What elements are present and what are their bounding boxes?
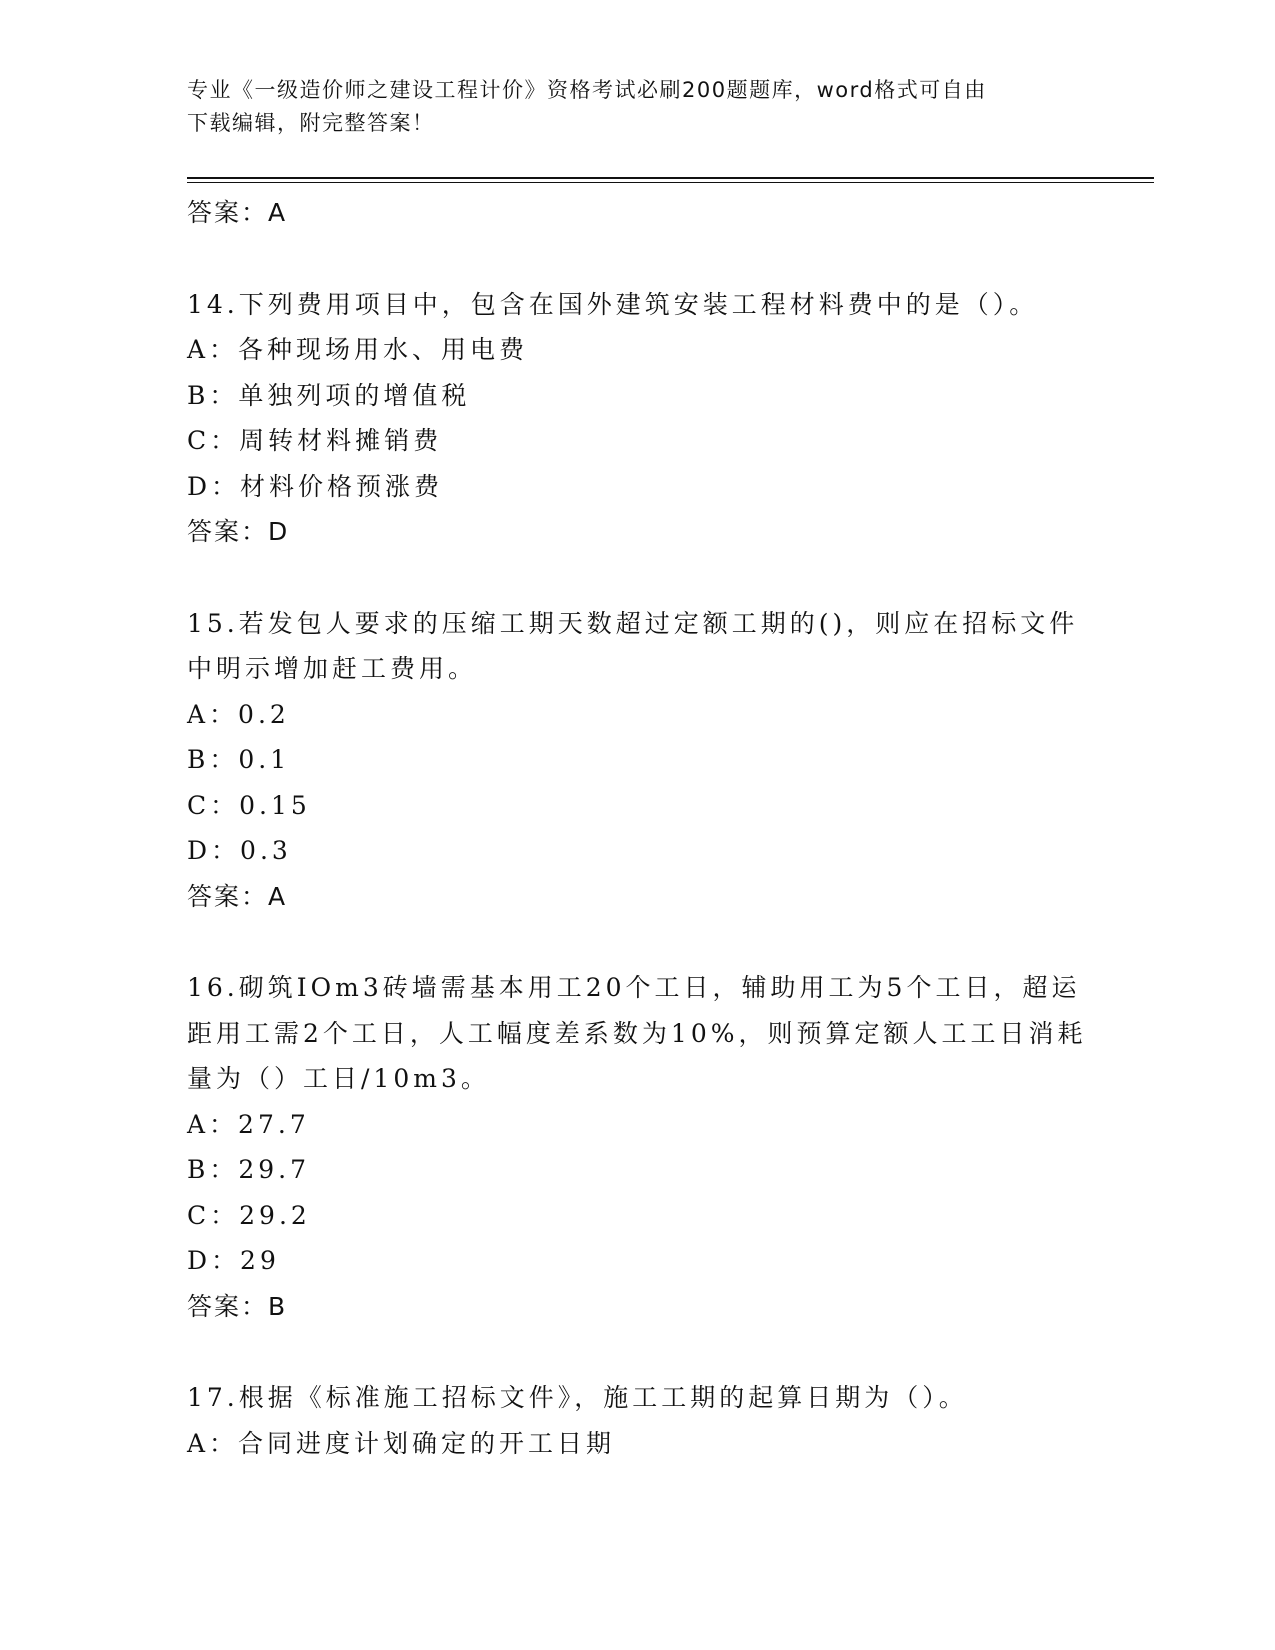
answer-line: 答案：D	[187, 517, 290, 546]
option-b: B：0.1	[187, 745, 291, 774]
option-a: A：27.7	[187, 1109, 310, 1139]
option-a: A：各种现场用水、用电费	[187, 335, 529, 364]
question-text: 14.下列费用项目中，包含在国外建筑安装工程材料费中的是（）。	[187, 289, 1039, 319]
option-d: D：0.3	[187, 836, 292, 865]
question-text: 15.若发包人要求的压缩工期天数超过定额工期的()，则应在招标文件	[187, 608, 1079, 638]
option-b: B：单独列项的增值税	[187, 380, 471, 410]
question-text: 中明示增加赶工费用。	[187, 654, 478, 683]
header-rule-thick	[187, 177, 1154, 179]
header-rule-thin	[187, 182, 1154, 183]
option-c: C：29.2	[187, 1200, 311, 1230]
question-text: 距用工需2个工日，人工幅度差系数为10%，则预算定额人工工日消耗	[187, 1018, 1087, 1048]
document-body	[187, 190, 1087, 1466]
spacer	[187, 919, 1087, 965]
header-line-1: 专业《一级造价师之建设工程计价》资格考试必刷200题题库，word格式可自由	[187, 78, 987, 102]
option-b: B：29.7	[187, 1155, 311, 1184]
option-d: D：材料价格预涨费	[187, 471, 444, 501]
spacer	[187, 236, 1087, 282]
header-line-2: 下载编辑，附完整答案！	[187, 111, 435, 135]
question-block	[187, 965, 1087, 1329]
question-block	[187, 1375, 1087, 1466]
spacer	[187, 555, 1087, 601]
document-header	[187, 74, 1087, 140]
spacer	[187, 1329, 1087, 1375]
option-c: C：周转材料摊销费	[187, 426, 443, 455]
answer-line: 答案：A	[187, 198, 288, 227]
option-a: A：0.2	[187, 699, 290, 729]
option-a: A：合同进度计划确定的开工日期	[187, 1428, 616, 1458]
question-text: 量为（）工日/10m3。	[187, 1064, 490, 1093]
question-text: 17.根据《标准施工招标文件》，施工工期的起算日期为（）。	[187, 1383, 968, 1412]
answer-line: 答案：A	[187, 881, 288, 911]
question-text: 16.砌筑IOm3砖墙需基本用工20个工日，辅助用工为5个工日，超运	[187, 973, 1081, 1002]
option-c: C：0.15	[187, 790, 311, 820]
question-block	[187, 282, 1087, 555]
question-block	[187, 601, 1087, 920]
option-d: D：29	[187, 1246, 280, 1275]
answer-line: 答案：B	[187, 1291, 288, 1321]
